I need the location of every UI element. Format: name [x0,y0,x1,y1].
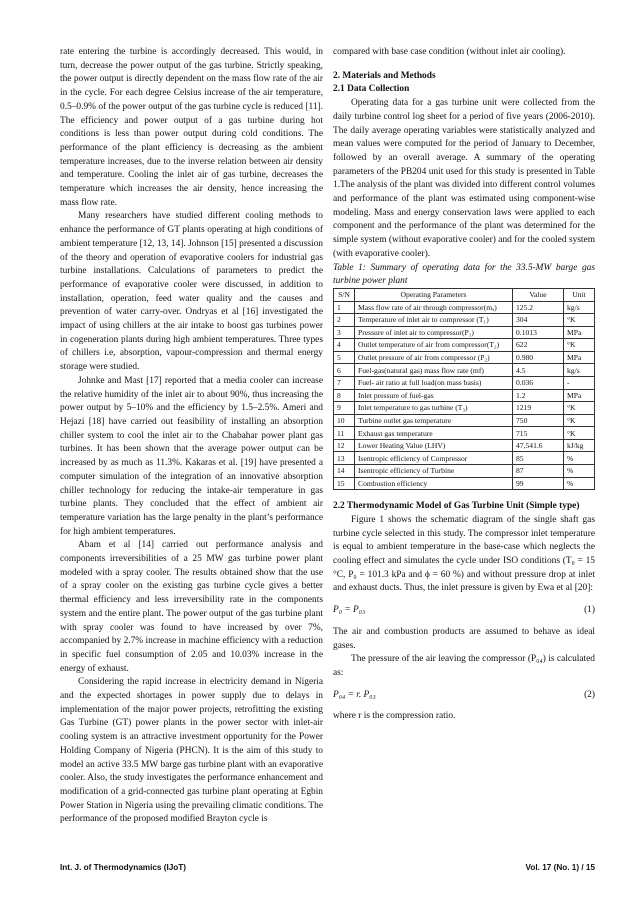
cell-parameter: Fuel-gas(natural gas) mass flow rate (mf) [355,364,513,377]
cell-unit: % [564,452,595,465]
paragraph: Operating data for a gas turbine unit were collected from the daily turbine control log sheet for a period of five years (2006-2010). The daily average operating variables were statistically analyzed and mean values were computed for the period of January to December, followed by an overall average. A summary of the operating parameters of the PB204 unit used for this study is presented in Table 1.The analysis of the plant was divided into different control volumes and performance of the plant was estimated using component-wise modeling. Mass and energy conservation laws were applied to each component and the performance of the plant was determined for the simple system (without evaporative cooler) and for the cooled system (with evaporative cooler). [333,98,595,259]
table-row [334,427,595,440]
cell-unit: kg/s [564,364,595,377]
paragraph: Abam et al [14] carried out performance analysis and components irreversibilities of a 25 MW gas turbine power plant modeled with a spray cooler. The results obtained show that the use of a spray cooler on the existing gas turbine cycle gives a better thermal efficiency and less irreversibility rate in the components system and the entire plant. The power output of the gas turbine plant with spray cooler was found to have increased by over 7%, accompanied by 2.7% increase in machine efficiency with a reduction in specific fuel consumption of 2.05 and 10.03% increase in the energy of exhaust. [60,540,323,674]
paragraph: rate entering the turbine is accordingly decreased. This would, in turn, decrease the power output of the gas turbine. Strictly speaking, the power output is directly dependent on the mass flow rate of the air in the cycle. For each degree Celsius increase of the air temperature, 0.5–0.9% of the power output of the gas turbine cycle is reduced [11]. The efficiency and power output of a gas turbine during hot conditions is less than power output during cold conditions. The performance of the plant efficiency is decreasing as the ambient temperature increases, due to the inverse relation between air density and temperature. Cooling the inlet air of gas turbine, decreases the temperature which increases the air density, hence increasing the mass flow rate. [60,47,323,208]
equation-number: (2) [584,689,595,700]
page-footer [60,863,595,872]
equation-text: P₀₄ = r. P₀₃ [333,689,376,700]
equation-text: P₀ = P₀₃ [333,605,366,616]
cell-unit: °K [564,402,595,415]
cell-value: 99 [513,477,564,490]
cell-sn: 9 [334,402,355,415]
left-column [60,46,323,827]
paragraph: The air and combustion products are assumed to behave as ideal gases. [333,626,595,651]
paragraph: The pressure of the air leaving the compressor (P₀₄) is calculated as: [333,654,595,678]
cell-parameter: Lower Heating Value (LHV) [355,439,513,452]
table-row [334,364,595,377]
section-heading: 2. Materials and Methods [333,70,436,81]
cell-sn: 7 [334,377,355,390]
header-sn: S/N [334,288,355,301]
cell-sn: 14 [334,465,355,478]
header-parameter: Operating Parameters [355,288,513,301]
cell-parameter: Temperature of inlet air to compressor (T₁) [355,314,513,327]
table-caption: Table 1: Summary of operating data for the 33.5-MW barge gas turbine power plant [333,262,595,286]
cell-parameter: Exhaust gas temperature [355,427,513,440]
cell-value: 1219 [513,402,564,415]
cell-value: 0.980 [513,351,564,364]
cell-parameter: Turbine outlet gas temperature [355,414,513,427]
cell-sn: 6 [334,364,355,377]
cell-parameter: Outlet temperature of air from compressor(T₂) [355,339,513,352]
cell-parameter: Fuel- air ratio at full load(on mass basis) [355,377,513,390]
cell-sn: 11 [334,427,355,440]
cell-unit: °K [564,314,595,327]
table-row [334,414,595,427]
cell-unit: - [564,377,595,390]
table-row [334,402,595,415]
table-body [334,301,595,490]
equation-number: (1) [584,605,595,616]
table-header-row [334,288,595,301]
paragraph: Considering the rapid increase in electricity demand in Nigeria and the expected shortages in power supply due to delays in implementation of the major power projects, retrofitting the existing Gas Turbine (GT) power plants in the power sector with inlet-air cooling system is an attractive investment opportunity for the Power Holding Company of Nigeria (PHCN). It is the aim of this study to model an active 33.5 MW barge gas turbine plant with an evaporative cooler. Also, the study investigates the performance enhancement and modification of a grid-connected gas turbine plant operating at Egbin Power Station in Nigeria using the prevailing climatic conditions. The performance of the proposed modified Brayton cycle is [60,677,323,825]
cell-sn: 5 [334,351,355,364]
right-column [333,46,595,724]
cell-sn: 10 [334,414,355,427]
cell-sn: 1 [334,301,355,314]
cell-value: 0.036 [513,377,564,390]
paragraph: Johnke and Mast [17] reported that a media cooler can increase the relative humidity of the inlet air to about 90%, thus increasing the power output by 5–10% and the efficiency by 1.5–2.5%. Ameri and Hejazi [18] have carried out feasibility of installing an absorption chiller system to cool the inlet air to the Chabahar power plant gas turbines. It has been shown that the average power output can be increased by as much as 11.3%. Kakaras et al. [19] have presented a computer simulation of the integration of an innovative absorption chiller technology for reducing the intake-air temperature in gas turbine plants. They concluded that the effect of ambient air temperature variation has the large penalty in the plant’s performance for high ambient temperatures. [60,375,323,537]
subsection-heading: 2.2 Thermodynamic Model of Gas Turbine Unit (Simple type) [333,501,580,512]
table-row [334,477,595,490]
cell-unit: MPa [564,389,595,402]
paragraph: compared with base case condition (without inlet air cooling). [333,47,566,57]
cell-sn: 8 [334,389,355,402]
cell-parameter: Inlet pressure of fuel-gas [355,389,513,402]
journal-name: Int. J. of Thermodynamics (IJoT) [60,863,187,872]
paragraph: where r is the compression ratio. [333,711,456,722]
table-row [334,377,595,390]
table-row [334,439,595,452]
cell-unit: % [564,477,595,490]
cell-parameter: Inlet temperature to gas turbine (T₃) [355,402,513,415]
cell-value: 715 [513,427,564,440]
cell-value: 750 [513,414,564,427]
cell-value: 87 [513,465,564,478]
table-row [334,314,595,327]
cell-parameter: Mass flow rate of air through compressor(mₐ) [355,301,513,314]
equation-1 [333,604,595,618]
cell-unit: kg/s [564,301,595,314]
cell-sn: 3 [334,326,355,339]
cell-unit: °K [564,427,595,440]
cell-unit: °K [564,339,595,352]
table-row [334,326,595,339]
cell-unit: MPa [564,351,595,364]
equation-2 [333,689,595,703]
table-row [334,389,595,402]
table-row [334,301,595,314]
cell-value: 0.1013 [513,326,564,339]
cell-value: 125.2 [513,301,564,314]
cell-unit: kJ/kg [564,439,595,452]
subsection-heading: 2.1 Data Collection [333,84,410,95]
cell-parameter: Outlet pressure of air from compressor (P₂) [355,351,513,364]
cell-parameter: Pressure of inlet air to compressor(P₁) [355,326,513,339]
cell-sn: 15 [334,477,355,490]
cell-unit: MPa [564,326,595,339]
cell-parameter: Combustion efficiency [355,477,513,490]
paragraph: Figure 1 shows the schematic diagram of the single shaft gas turbine cycle selected in this study. The compressor inlet temperature is equal to ambient temperature in the base-case which neglects the cooling effect and simulates the cycle under ISO conditions (T₀ = 15 °C, P₀ = 101.3 kPa and ϕ = 60 %) and without pressure drop at inlet and exhaust ducts. Thus, the inlet pressure is given by Ewa et al [20]: [333,514,595,594]
header-unit: Unit [564,288,595,301]
cell-value: 304 [513,314,564,327]
paragraph: Many researchers have studied different cooling methods to enhance the performance of GT plants operating at high conditions of ambient temperature [12, 13, 14]. Johnson [15] presented a discussion of the theory and operation of evaporative coolers for industrial gas turbine installations. Calculations of parameters to predict the performance of evaporative cooler were discussed, in addition to installation, operation, feed water quality and the causes and prevention of water carry-over. Ondryas et al [16] investigated the impact of using chillers at the air intake to boost gas turbines power in cogeneration plants during high ambient temperatures. Three types of chillers i.e, absorption, vapour-compression and thermal energy storage were studied. [60,211,323,373]
table-row [334,452,595,465]
table-row [334,465,595,478]
table-row [334,339,595,352]
cell-value: 47,541.6 [513,439,564,452]
cell-sn: 13 [334,452,355,465]
cell-value: 622 [513,339,564,352]
cell-value: 1.2 [513,389,564,402]
header-value: Value [513,288,564,301]
cell-value: 4.5 [513,364,564,377]
cell-unit: °K [564,414,595,427]
cell-sn: 12 [334,439,355,452]
cell-parameter: Isentropic efficiency of Turbine [355,465,513,478]
cell-unit: % [564,465,595,478]
table-row [334,351,595,364]
operating-data-table [333,288,595,490]
cell-parameter: Isentropic efficiency of Compressor [355,452,513,465]
volume-page: Vol. 17 (No. 1) / 15 [525,863,595,872]
cell-sn: 4 [334,339,355,352]
cell-value: 85 [513,452,564,465]
cell-sn: 2 [334,314,355,327]
